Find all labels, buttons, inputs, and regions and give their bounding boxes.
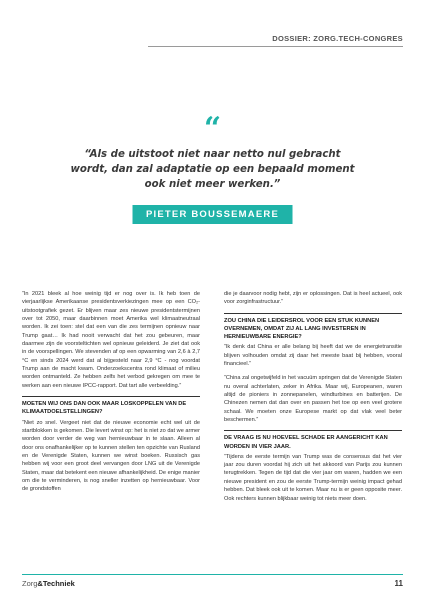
paragraph: “Niet zo snel. Vergeet niet dat de nieuwe economie echt wel uit de startblokken is gekomen. Die levert winst op: het is niet zo dat we armer worden door verder de weg van hernieuwbaar in te slaan. Alleen al door ons onafhankelijker op te kunnen stellen ten opzichte van Rusland en de Verenigde Staten, kunnen we winst boeken. Russisch gas hebben wij voor een groot deel vervangen door LNG uit de Verenigde Staten, maar dat betekent een nieuwe afhankelijkheid. De enige manier om die te verminderen, is nog sneller inzetten op hernieuwbaar. Voor de grondstoffen	[22, 419, 200, 493]
section-rule	[224, 313, 402, 314]
quote-mark-icon: “	[203, 111, 222, 146]
section-label: DOSSIER: ZORG.TECH-CONGRES	[272, 34, 403, 43]
page-number: 11	[394, 579, 403, 588]
article-column-left	[22, 290, 200, 500]
paragraph: “Tijdens de eerste termijn van Trump was de consensus dat het vier jaar zou duren voordat hij zich uit het akkoord van Parijs zou kunnen terugtrekken. Tegen de tijd dat die vier jaar om waren, hadden we een nieuwe president en zou de eerste Trump-termijn weinig impact gehad hebben. Dat bleek ook uit te komen. Maar nu is er geen opposite meer. Ook rechters kunnen blijkbaar weinig tot niets meer doen.	[224, 453, 402, 502]
pull-quote: “Als de uitstoot niet naar netto nul gebracht wordt, dan zal adaptatie op een bepaald moment ook niet meer werken.”	[70, 149, 355, 190]
section-rule	[224, 430, 402, 431]
paragraph: “In 2021 bleek al hoe weinig tijd er nog over is. Ik heb toen de vierjaarlijkse Amerikaanse presidentsverkiezingen mee op een CO₂-uitstootgrafiek gezet. Er blijven maar zes nieuwe presidentstermijnen over tot 2050, maar daarbinnen moet Amerika wel klimaatneutraal worden. Ik zei toen: stel dat een van die zes termijnen opnieuw naar Trump gaat… Ik had nooit verwacht dat het zou gebeuren, maar daarmee zijn de voorsteltichten wel opnieuw geleiderd. Je ziet dat ook in de voorspellingen. We stevenden af op een opwarming van 2,6 à 2,7 °C en sinds 2024 werd dat al bijgesteld naar 2,9 °C - nog voordat Trump aan de macht kwam. Onderzoekscentra rond klimaat of milieu worden ontmanteld. Ze hebben zelfs het verbod gekregen om mee te werken aan een nieuwe IPCC-rapport. Dat tart alle verbeelding.”	[22, 291, 200, 389]
question-heading: MOETEN WIJ ONS DAN OOK MAAR LOSKOPPELEN VAN DE KLIMAATDOELSTELLINGEN?	[22, 401, 187, 416]
paragraph: “Ik denk dat China er alle belang bij heeft dat we de energietransitie blijven volhouden omdat zij daar het meeste baat bij hebben, vooral financieel.”	[224, 344, 402, 367]
question-heading: ZOU CHINA DIE LEIDERSROL VOOR EEN STUK KUNNEN OVERNEMEN, OMDAT ZIJ AL LANG INVESTEREN IN HERNIEUWBARE ENERGIE?	[224, 317, 380, 341]
paragraph: die je daarvoor nodig hebt, zijn er oplossingen. Dat is heel actueel, ook voor zorginfrastructuur.”	[224, 291, 402, 306]
section-rule	[22, 396, 200, 397]
paragraph: “China zal ongetwijfeld in het vacuüm springen dat de Verenigde Staten nu overal achterlaten, zeker in Afrika. Maar wij, Europeanen, waren altijd de pioniers in zonnepanelen, windturbines en batterijen. De Chinezen nemen dat dan over en passen het toe op een veel grotere schaal. We moeten onze Europese markt op dat vlak veel beter beschermen.”	[224, 375, 402, 424]
header-rule	[148, 46, 403, 47]
brand-logo	[22, 579, 75, 588]
brand-name-part1: Zorg	[22, 579, 38, 588]
article-column-right	[224, 290, 402, 509]
question-heading: DE VRAAG IS NU HOEVEEL SCHADE ER AANGERICHT KAN WORDEN IN VIER JAAR.	[224, 435, 388, 450]
brand-name-part2: &Techniek	[37, 579, 75, 588]
footer-rule	[22, 574, 403, 575]
quote-author-badge: PIETER BOUSSEMAERE	[132, 205, 293, 224]
